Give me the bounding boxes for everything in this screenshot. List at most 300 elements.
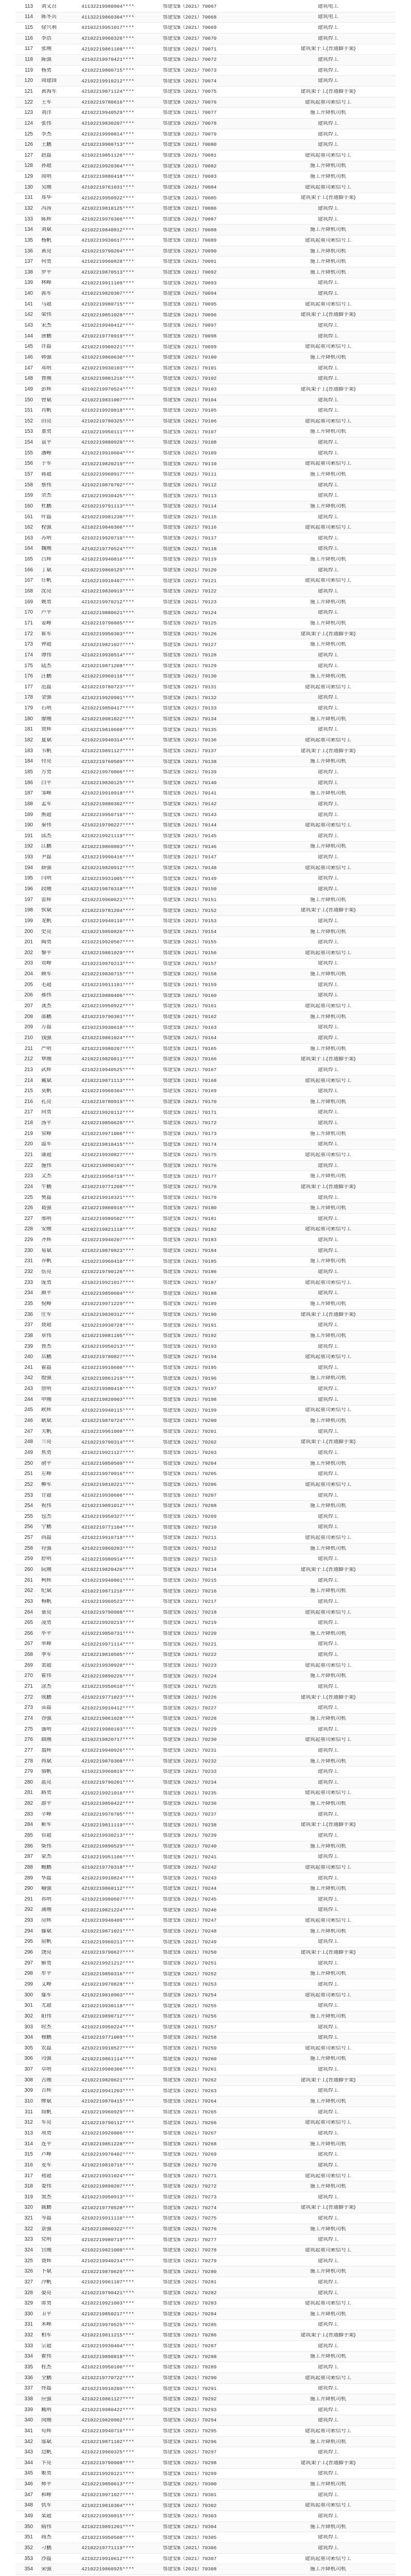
table-row: [15, 161, 396, 172]
worker-name: 乔帆: [41, 1259, 52, 1264]
row-number: 194: [24, 865, 33, 871]
table-row: [15, 1490, 396, 1501]
operation-category: 施工升降机司机: [310, 110, 346, 116]
operation-category: 建筑起重司索信号工: [305, 950, 351, 956]
certificate-number: 鄂建安B（2021）70183: [163, 1238, 217, 1243]
certificate-number: 鄂建安B（2021）70184: [163, 1248, 217, 1253]
certificate-number: 鄂建安B（2021）70075: [163, 89, 217, 94]
id-number: 42102219930618****: [81, 1025, 134, 1030]
operation-category: 建筑焊工: [318, 812, 338, 818]
id-number: 42102219790112****: [81, 2120, 134, 2126]
operation-category: 建筑焊工: [318, 440, 338, 446]
id-number: 42102219860322****: [81, 2226, 134, 2232]
row-number: 273: [24, 1705, 33, 1711]
table-row: [15, 1799, 396, 1809]
table-row: [15, 2288, 396, 2299]
id-number: 42102219930213****: [81, 1833, 134, 1838]
table-row: [15, 1140, 396, 1150]
operation-category: 建筑焊工: [318, 365, 338, 371]
id-number: 42102219950508****: [81, 2535, 134, 2540]
table-row: [15, 959, 396, 970]
row-number: 252: [24, 1482, 33, 1487]
table-row: [15, 1310, 396, 1320]
row-number: 134: [24, 227, 33, 233]
operation-category: 施工升降机司机: [310, 1503, 346, 1509]
id-number: 42102219910606****: [81, 1365, 134, 1370]
row-number: 114: [25, 14, 33, 20]
operation-category: 建筑起重司索信号工: [305, 1227, 351, 1232]
id-number: 42102219850604****: [81, 1291, 134, 1296]
id-number: 42102219861024****: [81, 1036, 134, 1041]
worker-name: 钱强: [41, 1035, 52, 1041]
row-number: 151: [24, 408, 33, 414]
worker-name: 程强: [41, 525, 52, 531]
table-row: [15, 714, 396, 725]
operation-category: 建筑焊工: [318, 1163, 338, 1168]
id-number: 42102219921127****: [81, 1450, 134, 1455]
id-number: 42102219920507****: [81, 940, 134, 945]
certificate-number: 鄂建安B（2021）70108: [163, 440, 217, 445]
id-number: 42102219780827****: [81, 1354, 134, 1360]
row-number: 320: [24, 2205, 33, 2211]
certificate-number: 鄂建安B（2021）70245: [163, 1897, 217, 1902]
certificate-number: 鄂建安B（2021）70196: [163, 1376, 217, 1381]
operation-category: 施工升降机司机: [310, 1301, 346, 1307]
certificate-number: 鄂建安B（2021）70094: [163, 291, 217, 296]
certificate-number: 鄂建安B（2021）70117: [163, 536, 217, 541]
worker-name: 段刚: [41, 886, 52, 892]
id-number: 42102219950922****: [81, 195, 134, 201]
operation-category: 建筑焊工: [318, 1025, 338, 1030]
certificate-number: 鄂建安B（2021）70248: [163, 1929, 217, 1934]
row-number: 170: [24, 610, 33, 616]
row-number: 269: [24, 1663, 33, 1668]
operation-category: 建筑起重司索信号工: [305, 738, 351, 743]
row-number: 213: [24, 1067, 33, 1073]
table-row: [15, 310, 396, 321]
operation-category: 建筑焊工: [318, 493, 338, 499]
certificate-number: 鄂建安B（2021）70132: [163, 695, 217, 701]
id-number: 42102219821008****: [81, 2248, 134, 2253]
id-number: 42102219910918****: [81, 791, 134, 796]
id-number: 42102219921119****: [81, 834, 134, 839]
operation-category: 施工升降机司机: [310, 429, 346, 435]
row-number: 120: [24, 78, 33, 84]
table-row: [15, 1225, 396, 1235]
id-number: 42102219960917****: [81, 472, 134, 477]
operation-category: 建筑起重司索信号工: [305, 1865, 351, 1870]
id-number: 42102219850316****: [81, 1971, 134, 1977]
row-number: 241: [24, 1365, 33, 1370]
certificate-number: 鄂建安B（2021）70244: [163, 1886, 217, 1891]
certificate-number: 鄂建安B（2021）70280: [163, 2269, 217, 2275]
id-number: 42102219911109****: [81, 280, 134, 286]
id-number: 42102219830207****: [81, 121, 134, 126]
worker-name: 许磊: [41, 344, 52, 350]
operation-category: 施工升降机司机: [310, 2482, 346, 2487]
table-row: [15, 490, 396, 501]
operation-category: 建筑焊工: [318, 482, 338, 488]
worker-name: 隋伟: [41, 2524, 52, 2530]
worker-name: 付亮: [41, 759, 52, 765]
certificate-number: 鄂建安B（2021）70290: [163, 2375, 217, 2381]
table-row: [15, 2330, 396, 2341]
id-number: 42102219940926****: [81, 1748, 134, 1753]
row-number: 304: [24, 2035, 33, 2041]
table-row: [15, 1841, 396, 1852]
table-row: [15, 1618, 396, 1629]
certificate-number: 鄂建安B（2021）70099: [163, 344, 217, 350]
id-number: 42102219850826****: [81, 929, 134, 935]
operation-category: 施工升降机司机: [310, 1716, 346, 1721]
row-number: 223: [24, 1174, 33, 1179]
row-number: 307: [24, 2067, 33, 2073]
operation-category: 建筑焊工: [318, 706, 338, 711]
worker-name: 柯辉: [41, 1578, 52, 1583]
worker-name: 宫刚: [41, 2247, 52, 2253]
id-number: 42102219930103****: [81, 365, 134, 371]
worker-name: 樊磊: [41, 1195, 52, 1200]
certificate-number: 鄂建安B（2021）70208: [163, 1503, 217, 1509]
worker-name: 左峰: [41, 1471, 52, 1477]
operation-category: 建筑焊工: [318, 1684, 338, 1690]
row-number: 277: [24, 1748, 33, 1753]
row-number: 191: [24, 833, 33, 839]
table-row: [15, 1958, 396, 1969]
table-row: [15, 2554, 396, 2565]
worker-name: 苗磊: [41, 1705, 52, 1711]
operation-category: 建筑架子工(普通脚手架): [300, 908, 356, 913]
worker-name: 翁辉: [41, 1748, 52, 1753]
worker-name: 郑华: [41, 195, 52, 201]
table-row: [15, 1289, 396, 1299]
worker-name: 应强: [41, 2396, 52, 2402]
certificate-number: 鄂建安B（2021）70146: [163, 844, 217, 850]
certificate-number: 鄂建安B（2021）70273: [163, 2195, 217, 2200]
operation-category: 建筑起重司索信号工: [305, 2247, 351, 2253]
row-number: 265: [24, 1620, 33, 1626]
id-number: 42102219851028****: [81, 312, 134, 318]
table-row: [15, 1916, 396, 1926]
worker-name: 向勇: [41, 1110, 52, 1115]
id-number: 42102219910824****: [81, 1875, 134, 1881]
row-number: 156: [24, 461, 33, 467]
row-number: 342: [24, 2439, 33, 2445]
worker-name: 蒙杰: [41, 1854, 52, 1860]
certificate-number: 鄂建安B（2021）70118: [163, 546, 217, 552]
row-number: 164: [24, 546, 33, 552]
certificate-number: 鄂建安B（2021）70284: [163, 2312, 217, 2317]
id-number: 42102219850217****: [81, 2312, 134, 2317]
certificate-number: 鄂建安B（2021）70092: [163, 270, 217, 275]
worker-name: 梅帆: [41, 1599, 52, 1604]
id-number: 42102219920112****: [81, 1110, 134, 1115]
certificate-number: 鄂建安B（2021）70274: [163, 2205, 217, 2211]
table-row: [15, 661, 396, 672]
row-number: 116: [25, 36, 33, 41]
table-row: [15, 927, 396, 938]
certificate-number: 鄂建安B（2021）70164: [163, 1036, 217, 1041]
row-number: 313: [24, 2130, 33, 2136]
certificate-number: 鄂建安B（2021）70223: [163, 1663, 217, 1668]
row-number: 186: [24, 780, 33, 786]
certificate-number: 鄂建安B（2021）70256: [163, 2014, 217, 2019]
operation-category: 建筑起重司索信号工: [305, 2173, 351, 2179]
operation-category: 施工升降机司机: [310, 1206, 346, 1211]
id-number: 42102219950913****: [81, 2195, 134, 2200]
table-row: [15, 1862, 396, 1873]
table-row: [15, 1629, 396, 1639]
operation-category: 建筑架子工(普通脚手架): [300, 1694, 356, 1700]
table-row: [15, 480, 396, 491]
id-number: 42102219810505****: [81, 1652, 134, 1657]
id-number: 42102219821118****: [81, 1227, 134, 1232]
id-number: 42102219891012****: [81, 1503, 134, 1509]
table-row: [15, 225, 396, 235]
operation-category: 施工升降机司机: [310, 2524, 346, 2530]
certificate-number: 鄂建安B（2021）70165: [163, 1046, 217, 1052]
operation-category: 建筑焊工: [318, 1939, 338, 1945]
row-number: 137: [24, 259, 33, 265]
worker-name: 司强: [41, 2056, 52, 2062]
table-row: [15, 2522, 396, 2533]
table-row: [15, 2362, 396, 2373]
operation-category: 建筑焊工: [318, 121, 338, 126]
row-number: 244: [24, 1397, 33, 1402]
row-number: 226: [24, 1206, 33, 1211]
certificate-number: 鄂建安B（2021）70123: [163, 599, 217, 605]
operation-category: 施工升降机司机: [310, 2226, 346, 2232]
id-number: 42102219861219****: [81, 1376, 134, 1381]
worker-name: 徐兴利: [41, 25, 57, 31]
table-row: [15, 1777, 396, 1788]
row-number: 192: [24, 844, 33, 850]
operation-category: 建筑焊工: [318, 993, 338, 998]
worker-name: 何勇: [41, 259, 52, 265]
certificate-number: 鄂建安B（2021）70070: [163, 36, 217, 41]
row-number: 197: [24, 897, 33, 903]
certificate-number: 鄂建安B（2021）70082: [163, 163, 217, 169]
certificate-number: 鄂建安B（2021）70195: [163, 1365, 217, 1370]
row-number: 117: [25, 46, 33, 52]
id-number: 42102219800715****: [81, 67, 134, 73]
operation-category: 建筑焊工: [318, 727, 338, 733]
id-number: 42102219790227****: [81, 823, 134, 828]
worker-name: 韩强: [41, 354, 52, 360]
certificate-number: 鄂建安B（2021）70298: [163, 2461, 217, 2466]
row-number: 293: [24, 1918, 33, 1924]
id-number: 42102219960326****: [81, 36, 134, 41]
row-number: 308: [24, 2077, 33, 2083]
certificate-number: 鄂建安B（2021）70304: [163, 2524, 217, 2530]
id-number: 42102219871216****: [81, 1588, 134, 1594]
operation-category: 施工升降机司机: [310, 1546, 346, 1551]
id-number: 42102219890818****: [81, 2354, 134, 2360]
id-number: 42102219971027****: [81, 2492, 134, 2498]
table-row: [15, 810, 396, 821]
worker-name: 芦峰: [41, 2152, 52, 2158]
worker-name: 闫明: [41, 876, 52, 882]
row-number: 231: [24, 1259, 33, 1264]
operation-category: 施工升降机司机: [310, 620, 346, 626]
table-row: [15, 469, 396, 480]
worker-name: 戴斌: [41, 1078, 52, 1083]
operation-category: 施工升降机司机: [310, 674, 346, 680]
table-row: [15, 1448, 396, 1459]
id-number: 42102219860803****: [81, 844, 134, 850]
certificate-number: 鄂建安B（2021）70268: [163, 2141, 217, 2147]
table-row: [15, 1809, 396, 1820]
id-number: 42102219891127****: [81, 748, 134, 754]
table-row: [15, 1012, 396, 1023]
table-row: [15, 267, 396, 278]
operation-category: 施工升降机司机: [310, 354, 346, 360]
id-number: 42102219960523****: [81, 1599, 134, 1604]
certificate-number: 鄂建安B（2021）70203: [163, 1450, 217, 1455]
certificate-number: 鄂建安B（2021）70073: [163, 67, 217, 73]
certificate-number: 鄂建安B（2021）70191: [163, 1323, 217, 1328]
row-number: 266: [24, 1631, 33, 1636]
worker-name: 舒明: [41, 1556, 52, 1562]
operation-category: 施工升降机司机: [310, 2311, 346, 2317]
worker-name: 宋杰: [41, 323, 52, 329]
row-number: 158: [24, 482, 33, 488]
operation-category: 建筑焊工: [318, 2279, 338, 2285]
certificate-number: 鄂建安B（2021）70257: [163, 2024, 217, 2030]
row-number: 329: [24, 2301, 33, 2307]
id-number: 42102219951106****: [81, 1854, 134, 1860]
table-row: [15, 289, 396, 299]
worker-name: 鄢军: [41, 1992, 52, 1998]
worker-name: 刁鹏: [41, 2545, 52, 2551]
certificate-number: 鄂建安B（2021）70072: [163, 57, 217, 62]
operation-category: 建筑焊工: [318, 2492, 338, 2498]
operation-category: 建筑焊工: [318, 216, 338, 222]
worker-name: 葛强: [41, 1206, 52, 1211]
table-row: [15, 1352, 396, 1363]
table-row: [15, 1990, 396, 2001]
table-row: [15, 991, 396, 1002]
operation-category: 施工升降机司机: [310, 1046, 346, 1052]
operation-category: 建筑焊工: [318, 876, 338, 882]
table-row: [15, 1575, 396, 1586]
certificate-number: 鄂建安B（2021）70110: [163, 461, 217, 467]
table-row: [15, 2405, 396, 2416]
certificate-number: 鄂建安B（2021）70068: [163, 14, 217, 20]
id-number: 42102219861108****: [81, 46, 134, 52]
certificate-number: 鄂建安B（2021）70236: [163, 1801, 217, 1806]
row-number: 133: [24, 216, 33, 222]
row-number: 198: [24, 908, 33, 913]
operation-category: 建筑起重司索信号工: [305, 1535, 351, 1541]
worker-name: 瞿伟: [41, 2354, 52, 2360]
certificate-number: 鄂建安B（2021）70292: [163, 2397, 217, 2402]
id-number: 41132219860304****: [81, 14, 134, 20]
certificate-number: 鄂建安B（2021）70156: [163, 951, 217, 956]
operation-category: 建筑焊工: [318, 206, 338, 211]
operation-category: 施工升降机司机: [310, 1631, 346, 1636]
id-number: 42102219870308****: [81, 1758, 134, 1764]
table-row: [15, 2086, 396, 2097]
worker-name: 于军: [41, 461, 52, 467]
worker-name: 刘洋: [41, 110, 52, 116]
worker-name: 杨勇: [41, 67, 52, 73]
certificate-number: 鄂建安B（2021）70127: [163, 642, 217, 647]
table-row: [15, 842, 396, 853]
operation-category: 建筑起重司索信号工: [305, 152, 351, 158]
table-row: [15, 2149, 396, 2160]
operation-category: 建筑焊工: [318, 982, 338, 988]
certificate-number: 鄂建安B（2021）70136: [163, 738, 217, 743]
operation-category: 建筑焊工: [318, 2130, 338, 2136]
table-row: [15, 1267, 396, 1278]
row-number: 344: [24, 2460, 33, 2466]
id-number: 42102219951017****: [81, 25, 134, 30]
certificate-number: 鄂建安B（2021）70271: [163, 2173, 217, 2179]
operation-category: 建筑焊工: [318, 1323, 338, 1328]
certificate-number: 鄂建安B（2021）70232: [163, 1758, 217, 1764]
table-row: [15, 2394, 396, 2405]
operation-category: 建筑焊工: [318, 1811, 338, 1817]
table-row: [15, 1161, 396, 1172]
row-number: 131: [24, 195, 33, 201]
certificate-number: 鄂建安B（2021）70267: [163, 2131, 217, 2136]
worker-name: 和峰: [41, 2492, 52, 2498]
table-row: [15, 1054, 396, 1065]
row-number: 336: [24, 2375, 33, 2381]
id-number: 41132219980904****: [81, 4, 134, 9]
worker-name: 侯斌: [41, 908, 52, 913]
worker-name: 邱杰: [41, 833, 52, 839]
row-number: 351: [24, 2535, 33, 2540]
row-number: 259: [24, 1556, 33, 1562]
id-number: 42102219860925****: [81, 2567, 134, 2572]
row-number: 204: [24, 972, 33, 977]
id-number: 42102219930606****: [81, 1493, 134, 1498]
id-number: 42102219871124****: [81, 89, 134, 94]
row-number: 125: [24, 131, 33, 137]
operation-category: 建筑焊工: [318, 1344, 338, 1349]
id-number: 42102219880302****: [81, 802, 134, 807]
table-row: [15, 916, 396, 927]
certificate-number: 鄂建安B（2021）70269: [163, 2152, 217, 2157]
row-number: 343: [24, 2450, 33, 2455]
worker-name: 武辉: [41, 1067, 52, 1073]
operation-category: 建筑架子工(普通脚手架): [300, 1439, 356, 1445]
certificate-number: 鄂建安B（2021）70157: [163, 961, 217, 967]
row-number: 200: [24, 929, 33, 935]
row-number: 143: [24, 323, 33, 329]
worker-name: 任帆: [41, 578, 52, 584]
certificate-number: 鄂建安B（2021）70230: [163, 1737, 217, 1742]
operation-category: 施工升降机司机: [310, 716, 346, 722]
operation-category: 建筑焊工: [318, 1110, 338, 1115]
certificate-number: 鄂建安B（2021）70265: [163, 2109, 217, 2115]
row-number: 258: [24, 1546, 33, 1551]
table-row: [15, 1873, 396, 1884]
worker-name: 汤平: [41, 1121, 52, 1126]
worker-name: 龚杰: [41, 1004, 52, 1009]
row-number: 348: [24, 2503, 33, 2509]
certificate-number: 鄂建安B（2021）70206: [163, 1482, 217, 1487]
id-number: 42102219981230****: [81, 514, 134, 520]
id-number: 42102219840306****: [81, 525, 134, 530]
table-row: [15, 118, 396, 129]
table-row: [15, 2192, 396, 2203]
id-number: 42102219940529****: [81, 110, 134, 115]
id-number: 42102219921016****: [81, 1790, 134, 1796]
id-number: 42102219961008****: [81, 1429, 134, 1434]
